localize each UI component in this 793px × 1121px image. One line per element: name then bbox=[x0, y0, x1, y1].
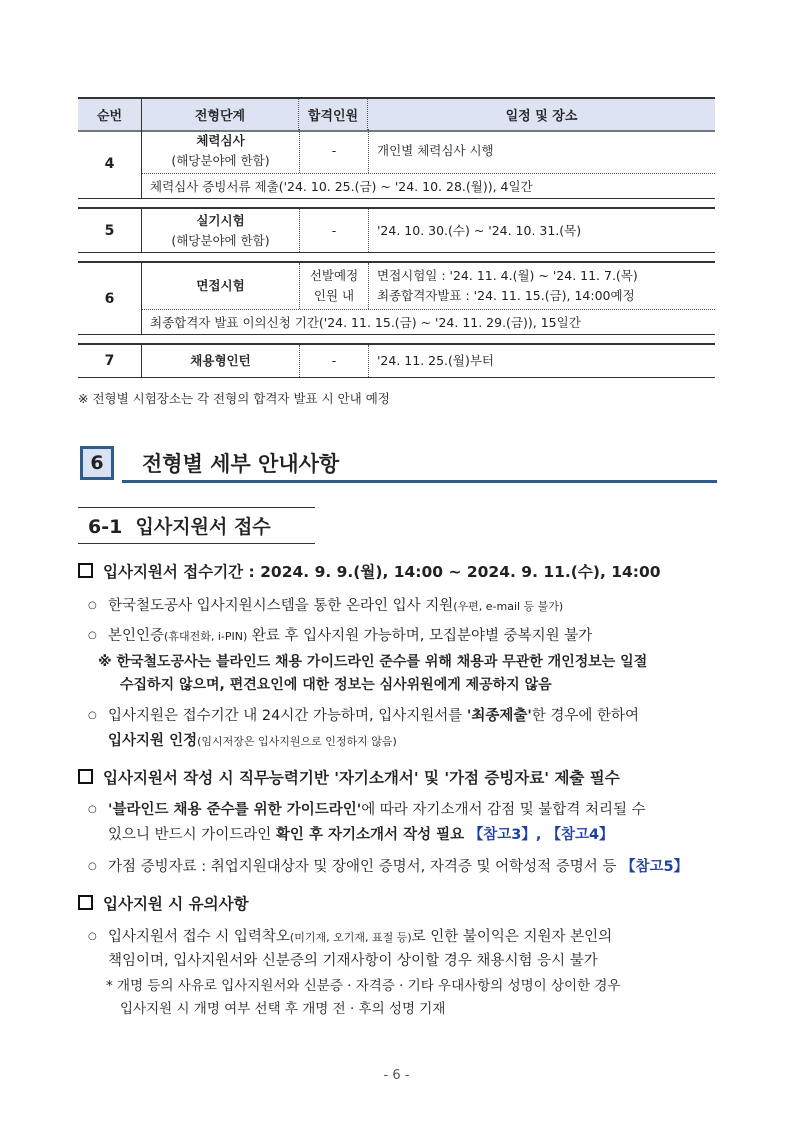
period-heading: 입사지원서 접수기간 : 2024. 9. 9.(월), 14:00 ~ 2024. 9. 11.(수), 14:00 bbox=[78, 560, 661, 582]
reference-link[interactable]: 【참고3】, 【참고4】 bbox=[468, 827, 614, 843]
schedule-text: '24. 10. 30.(수) ~ '24. 10. 31.(목) bbox=[377, 222, 582, 238]
circle-bullet-icon: ○ bbox=[88, 600, 97, 611]
asterisk-note: * 개명 등의 사유로 입사지원서와 신분증 · 자격증 · 기타 우대사항의 성명이 상이한 경우 bbox=[106, 978, 621, 994]
schedule-text: 면접시험일 : '24. 11. 4.(월) ~ '24. 11. 7.(목) bbox=[377, 268, 638, 283]
circle-bullet-icon: ○ bbox=[88, 710, 97, 721]
row-number: 5 bbox=[104, 222, 115, 239]
schedule-text: '24. 11. 25.(월)부터 bbox=[377, 353, 494, 368]
table-header bbox=[78, 97, 715, 132]
stage-subtitle: (해당분야에 한함) bbox=[171, 153, 270, 168]
list-item: ○ 한국철도공사 입사지원시스템을 통한 온라인 입사 지원(우편, e-mail 등 불가) bbox=[88, 593, 563, 620]
stage-title: 채용형인턴 bbox=[190, 353, 251, 368]
schedule-text: 개인별 체력심사 시행 bbox=[377, 143, 494, 158]
notice-line: 수집하지 않으며, 편견요인에 대한 정보는 심사위원에게 제공하지 않음 bbox=[120, 677, 552, 693]
circle-bullet-icon: ○ bbox=[88, 931, 97, 942]
pass-count: - bbox=[299, 345, 368, 377]
list-item: ○ 입사지원서 접수 시 입력착오(미기재, 오기재, 표절 등)로 인한 불이익은 지원자 본인의 bbox=[88, 924, 612, 951]
table-row bbox=[78, 261, 715, 335]
header-pass: 합격인원 bbox=[298, 99, 367, 130]
list-item-continued: 입사지원 인정(임시저장은 입사지원으로 인정하지 않음) bbox=[108, 733, 397, 749]
list-item-continued: 책임이며, 입사지원서와 신분증의 기재사항이 상이할 경우 채용시험 응시 불가 bbox=[108, 953, 598, 969]
stage-title: 실기시험 bbox=[196, 212, 245, 228]
checkbox-square-icon bbox=[78, 895, 93, 910]
section-number-badge: 6 bbox=[80, 446, 114, 480]
caution-heading: 입사지원 시 유의사항 bbox=[78, 892, 249, 914]
circle-bullet-icon: ○ bbox=[88, 804, 97, 815]
row-note: 최종합격자 발표 이의신청 기간('24. 11. 15.(금) ~ '24. 11. 29.(금)), 15일간 bbox=[142, 309, 715, 334]
header-no: 순번 bbox=[96, 109, 123, 124]
row-number: 4 bbox=[104, 155, 115, 172]
list-item-continued: 있으니 반드시 가이드라인 확인 후 자기소개서 작성 필요 【참고3】, 【참고4】 bbox=[108, 827, 614, 843]
pass-line: 선발예정 bbox=[309, 268, 359, 283]
reference-link[interactable]: 【참고5】 bbox=[621, 859, 689, 875]
circle-bullet-icon: ○ bbox=[88, 861, 97, 872]
circle-bullet-icon: ○ bbox=[88, 630, 97, 641]
row-number: 7 bbox=[104, 353, 115, 369]
list-item: ○ 본인인증(휴대전화, i-PIN) 완료 후 입사지원 가능하며, 모집분야별 중복지원 불가 bbox=[88, 623, 592, 650]
table-footnote: ※ 전형별 시험장소는 각 전형의 합격자 발표 시 안내 예정 bbox=[78, 391, 390, 406]
divider bbox=[78, 543, 315, 544]
row-number: 6 bbox=[104, 290, 115, 307]
page-number: - 6 - bbox=[383, 1068, 410, 1083]
section-title: 전형별 세부 안내사항 bbox=[142, 452, 340, 476]
checkbox-square-icon bbox=[78, 769, 93, 784]
stage-title: 체력심사 bbox=[196, 133, 245, 148]
header-stage: 전형단계 bbox=[141, 99, 298, 130]
table-row bbox=[78, 343, 715, 378]
stage-title: 면접시험 bbox=[196, 278, 245, 293]
list-item: ○ '블라인드 채용 준수를 위한 가이드라인'에 따라 자기소개서 감점 및 불합격 처리될 수 bbox=[88, 797, 646, 823]
pass-count: - bbox=[299, 209, 368, 252]
subsection-title: 6-1 입사지원서 접수 bbox=[88, 516, 271, 538]
list-item: ○ 입사지원은 접수기간 내 24시간 가능하며, 입사지원서를 '최종제출'한 경우에 한하여 bbox=[88, 703, 639, 729]
table-row bbox=[78, 129, 715, 199]
pass-line: 인원 내 bbox=[313, 288, 355, 303]
schedule-text: 최종합격자발표 : '24. 11. 15.(금), 14:00예정 bbox=[377, 288, 635, 303]
row-note: 체력심사 증빙서류 제출('24. 10. 25.(금) ~ '24. 10. 28.(월)), 4일간 bbox=[142, 173, 715, 198]
section-underline bbox=[122, 480, 717, 483]
checkbox-square-icon bbox=[78, 563, 93, 578]
essay-heading: 입사지원서 작성 시 직무능력기반 '자기소개서' 및 '가점 증빙자료' 제출 필수 bbox=[78, 766, 620, 788]
stage-subtitle: (해당분야에 한함) bbox=[171, 232, 270, 248]
table-row bbox=[78, 207, 715, 253]
notice-line: ※ 한국철도공사는 블라인드 채용 가이드라인 준수를 위해 채용과 무관한 개인정보는 일절 bbox=[98, 654, 648, 670]
divider bbox=[78, 507, 315, 508]
header-schedule: 일정 및 장소 bbox=[367, 99, 715, 130]
list-item: ○ 가점 증빙자료 : 취업지원대상자 및 장애인 증명서, 자격증 및 어학성적 증명서 등 【참고5】 bbox=[88, 854, 688, 880]
asterisk-note: 입사지원 시 개명 여부 선택 후 개명 전 · 후의 성명 기재 bbox=[120, 1001, 446, 1017]
pass-count: - bbox=[299, 129, 368, 173]
